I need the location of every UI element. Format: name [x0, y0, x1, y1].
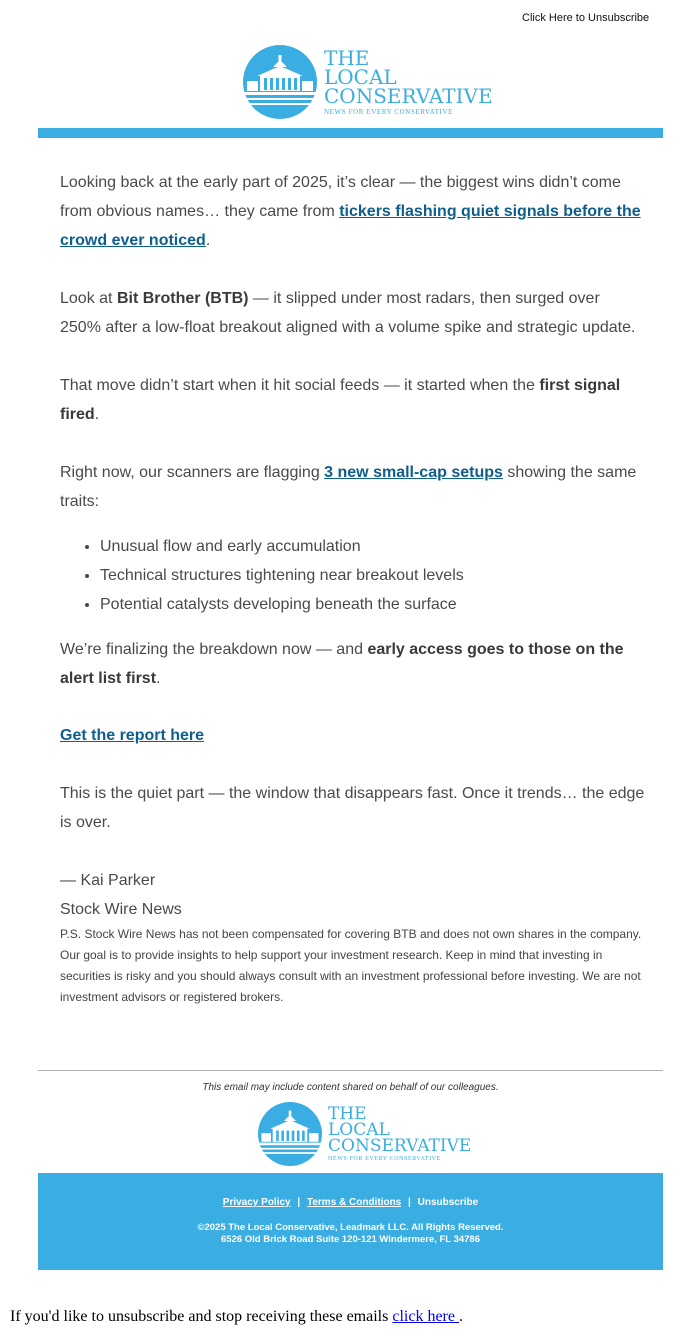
- list-item: • Technical structures tightening near breakout levels: [100, 561, 645, 590]
- capitol-building-icon: [258, 1102, 322, 1166]
- get-report-link[interactable]: Get the report here: [60, 727, 205, 744]
- list-item: • Unusual flow and early accumulation: [100, 532, 645, 561]
- intro-text: Looking back at the early part of 2025, it’s clear — the biggest wins didn’t come from obvious names… they came from: [60, 174, 621, 220]
- header-logo[interactable]: [243, 45, 493, 119]
- footer-separator: [38, 1070, 663, 1071]
- signal-text: That move didn’t start when it hit social feeds — it started when the: [60, 377, 540, 394]
- btb-text-rest: — it slipped under most radars, then surged over 250% after a low-float breakout aligned with a volume spike and strategic update.: [60, 290, 636, 336]
- footer-unsubscribe-link[interactable]: Unsubscribe: [417, 1197, 479, 1208]
- colleagues-note: This email may include content shared on behalf of our colleagues.: [202, 1082, 499, 1093]
- finalizing-bold: early access goes to those on the alert list first: [60, 641, 624, 687]
- traits-list: [60, 532, 645, 619]
- paragraph-signal: [60, 371, 645, 429]
- footer-links: [38, 1197, 663, 1208]
- signature-org: Stock Wire News: [60, 901, 182, 918]
- btb-text-start: Look at: [60, 290, 117, 307]
- finalizing-text: We’re finalizing the breakdown now — and: [60, 641, 368, 658]
- capitol-building-icon: [243, 45, 317, 119]
- signal-bold: first signal fired: [60, 377, 621, 423]
- bottom-unsubscribe-line: [10, 1308, 463, 1326]
- bottom-text: If you'd like to unsubscribe and stop receiving these emails: [10, 1308, 393, 1325]
- paragraph-intro: [60, 168, 645, 255]
- signature-name: — Kai Parker: [60, 872, 156, 889]
- logo-line3: CONSERVATIVE: [324, 83, 493, 108]
- logo-line2: LOCAL: [324, 64, 397, 89]
- btb-ticker: Bit Brother (BTB): [116, 290, 249, 307]
- footer-logo-line2: LOCAL: [328, 1119, 390, 1140]
- paragraph-report: [60, 721, 645, 750]
- footer-logo-tagline: NEWS FOR EVERY CONSERVATIVE: [328, 1156, 441, 1163]
- disclaimer: P.S. Stock Wire News has not been compensated for covering BTB and does not own shares in the company. Our goal is to provide insights to help support your investment research. Keep in mind that investing in securities is risky and you should always consult with an investment professional before investing. We are not investment advisors or registered brokers.: [60, 927, 642, 1004]
- signal-end: .: [94, 406, 100, 423]
- scanners-text: Right now, our scanners are flagging: [60, 464, 325, 481]
- bottom-end: .: [458, 1308, 463, 1325]
- email-body: [60, 168, 645, 1008]
- finalizing-end: .: [156, 670, 161, 687]
- footer-logo[interactable]: [258, 1102, 471, 1166]
- copyright-text: ©2025 The Local Conservative, Leadmark LLC. All Rights Reserved.: [197, 1222, 504, 1233]
- intro-end: .: [205, 232, 211, 249]
- list-item: • Potential catalysts developing beneath the surface: [100, 590, 645, 619]
- logo-tagline: NEWS FOR EVERY CONSERVATIVE: [324, 107, 454, 116]
- scanners-rest: showing the same traits:: [60, 464, 637, 510]
- footer-copyright: [38, 1222, 663, 1246]
- terms-link[interactable]: Terms & Conditions: [306, 1197, 402, 1208]
- header-divider-bar: [38, 128, 663, 138]
- paragraph-quiet: This is the quiet part — the window that disappears fast. Once it trends… the edge is over.: [60, 785, 645, 831]
- tickers-link[interactable]: tickers flashing quiet signals before the crowd ever noticed: [60, 203, 641, 249]
- footer-box: [38, 1173, 663, 1270]
- top-unsubscribe-link[interactable]: Click Here to Unsubscribe: [522, 12, 650, 24]
- paragraph-scanners: [60, 458, 645, 516]
- paragraph-btb: [60, 284, 645, 342]
- privacy-policy-link[interactable]: Privacy Policy: [222, 1197, 291, 1208]
- address-text: 6526 Old Brick Road Suite 120-121 Windermere, FL 34786: [221, 1234, 480, 1245]
- footer-logo-line3: CONSERVATIVE: [328, 1136, 472, 1157]
- footer-link-separator: |: [408, 1197, 411, 1208]
- logo-line1: THE: [324, 45, 370, 70]
- bottom-click-here-link[interactable]: click here: [392, 1308, 459, 1325]
- setups-link[interactable]: 3 new small-cap setups: [324, 464, 503, 481]
- footer-link-separator: |: [297, 1197, 301, 1208]
- paragraph-finalizing: [60, 635, 645, 693]
- footer-logo-line1: THE: [328, 1103, 367, 1124]
